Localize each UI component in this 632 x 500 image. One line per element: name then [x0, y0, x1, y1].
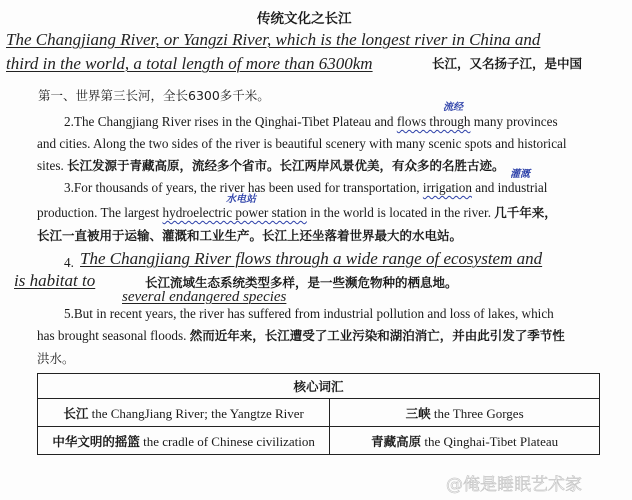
table-row: [38, 427, 600, 455]
paragraph-2-line-3: [37, 159, 505, 173]
term-en: the Qinghai-Tibet Plateau: [421, 433, 559, 449]
paragraph-3-line-1: [64, 181, 547, 195]
underlined-phrase: irrigation: [422, 180, 472, 195]
paragraph-5-line-2: [37, 329, 565, 343]
underlined-phrase: hydroelectric power station: [162, 205, 307, 220]
handwritten-answer-4c: several endangered species: [122, 289, 287, 305]
paragraph-1-cn: 第一、世界第三长河，全长6300多千米。: [38, 88, 270, 103]
paragraph-3-line-2: [37, 206, 557, 220]
vocab-cell: [38, 427, 330, 455]
annotation-hydroelectric: 水电站: [226, 194, 256, 205]
vocabulary-table: [37, 373, 600, 455]
handwritten-answer-4a: The Changjiang River flows through a wide range of ecosystem and: [80, 249, 543, 268]
handwritten-answer-1b: third in the world, a total length of more than 6300km: [6, 54, 373, 73]
text: sites.: [37, 158, 68, 173]
paragraph-5-line-1: 5.But in recent years, the river has suffered from industrial pollution and loss of lakes, which: [64, 306, 554, 321]
vocab-cell: [330, 427, 600, 455]
vocab-cell: [330, 399, 600, 427]
paragraph-2-line-2: and cities. Along the two sides of the river is beautiful scenery with many scenic spots and historical: [37, 136, 567, 151]
table-row: [38, 399, 600, 427]
watermark: @俺是睡眠艺术家: [446, 475, 582, 495]
term-cn: 三峡: [405, 405, 431, 421]
paragraph-4-number: 4.: [64, 255, 74, 270]
text: in the world is located in the river.: [306, 205, 495, 220]
text: many provinces: [470, 114, 558, 129]
term-en: the cradle of Chinese civilization: [139, 433, 315, 449]
paragraph-4-cn: 长江流域生态系统类型多样，是一些濒危物种的栖息地。: [145, 275, 458, 290]
text-cn: 然而近年来，长江遭受了工业污染和湖泊消亡，并由此引发了季节性: [189, 328, 565, 343]
term-en: the ChangJiang River; the Yangtze River: [88, 405, 304, 421]
paragraph-1-cn-tail: 长江，又名扬子江，是中国: [432, 56, 583, 71]
text: production. The largest: [37, 205, 163, 220]
text-cn: 长江发源于青藏高原，流经多个省市。长江两岸风景优美，有众多的名胜古迹。: [67, 158, 505, 173]
page-title: 传统文化之长江: [257, 11, 352, 27]
vocab-cell: [38, 399, 330, 427]
text-cn: 几千年来，: [494, 205, 557, 220]
handwritten-answer-1a: The Changjiang River, or Yangzi River, which is the longest river in China and: [6, 30, 541, 49]
paragraph-5-line-3: 洪水。: [37, 351, 75, 366]
term-cn: 中华文明的摇篮: [52, 433, 140, 449]
term-cn: 长江: [63, 405, 89, 421]
term-cn: 青藏高原: [371, 433, 422, 449]
term-en: the Three Gorges: [430, 405, 524, 421]
text: 2.The Changjiang River rises in the Qinghai-Tibet Plateau and: [64, 114, 397, 129]
handwritten-answer-4b: is habitat to: [14, 271, 96, 290]
underlined-phrase: flows through: [396, 114, 471, 129]
text: has brought seasonal floods.: [37, 328, 190, 343]
annotation-flows-through: 流经: [443, 102, 463, 113]
text: 3.For thousands of years, the river has been used for transportation,: [64, 180, 423, 195]
paragraph-2-line-1: [64, 115, 558, 129]
text: and industrial: [471, 180, 548, 195]
vocabulary-header: 核心词汇: [38, 374, 600, 399]
paragraph-3-line-3: 长江一直被用于运输、灌溉和工业生产。长江上还坐落着世界最大的水电站。: [37, 228, 463, 243]
annotation-irrigation: 灌溉: [510, 169, 530, 180]
